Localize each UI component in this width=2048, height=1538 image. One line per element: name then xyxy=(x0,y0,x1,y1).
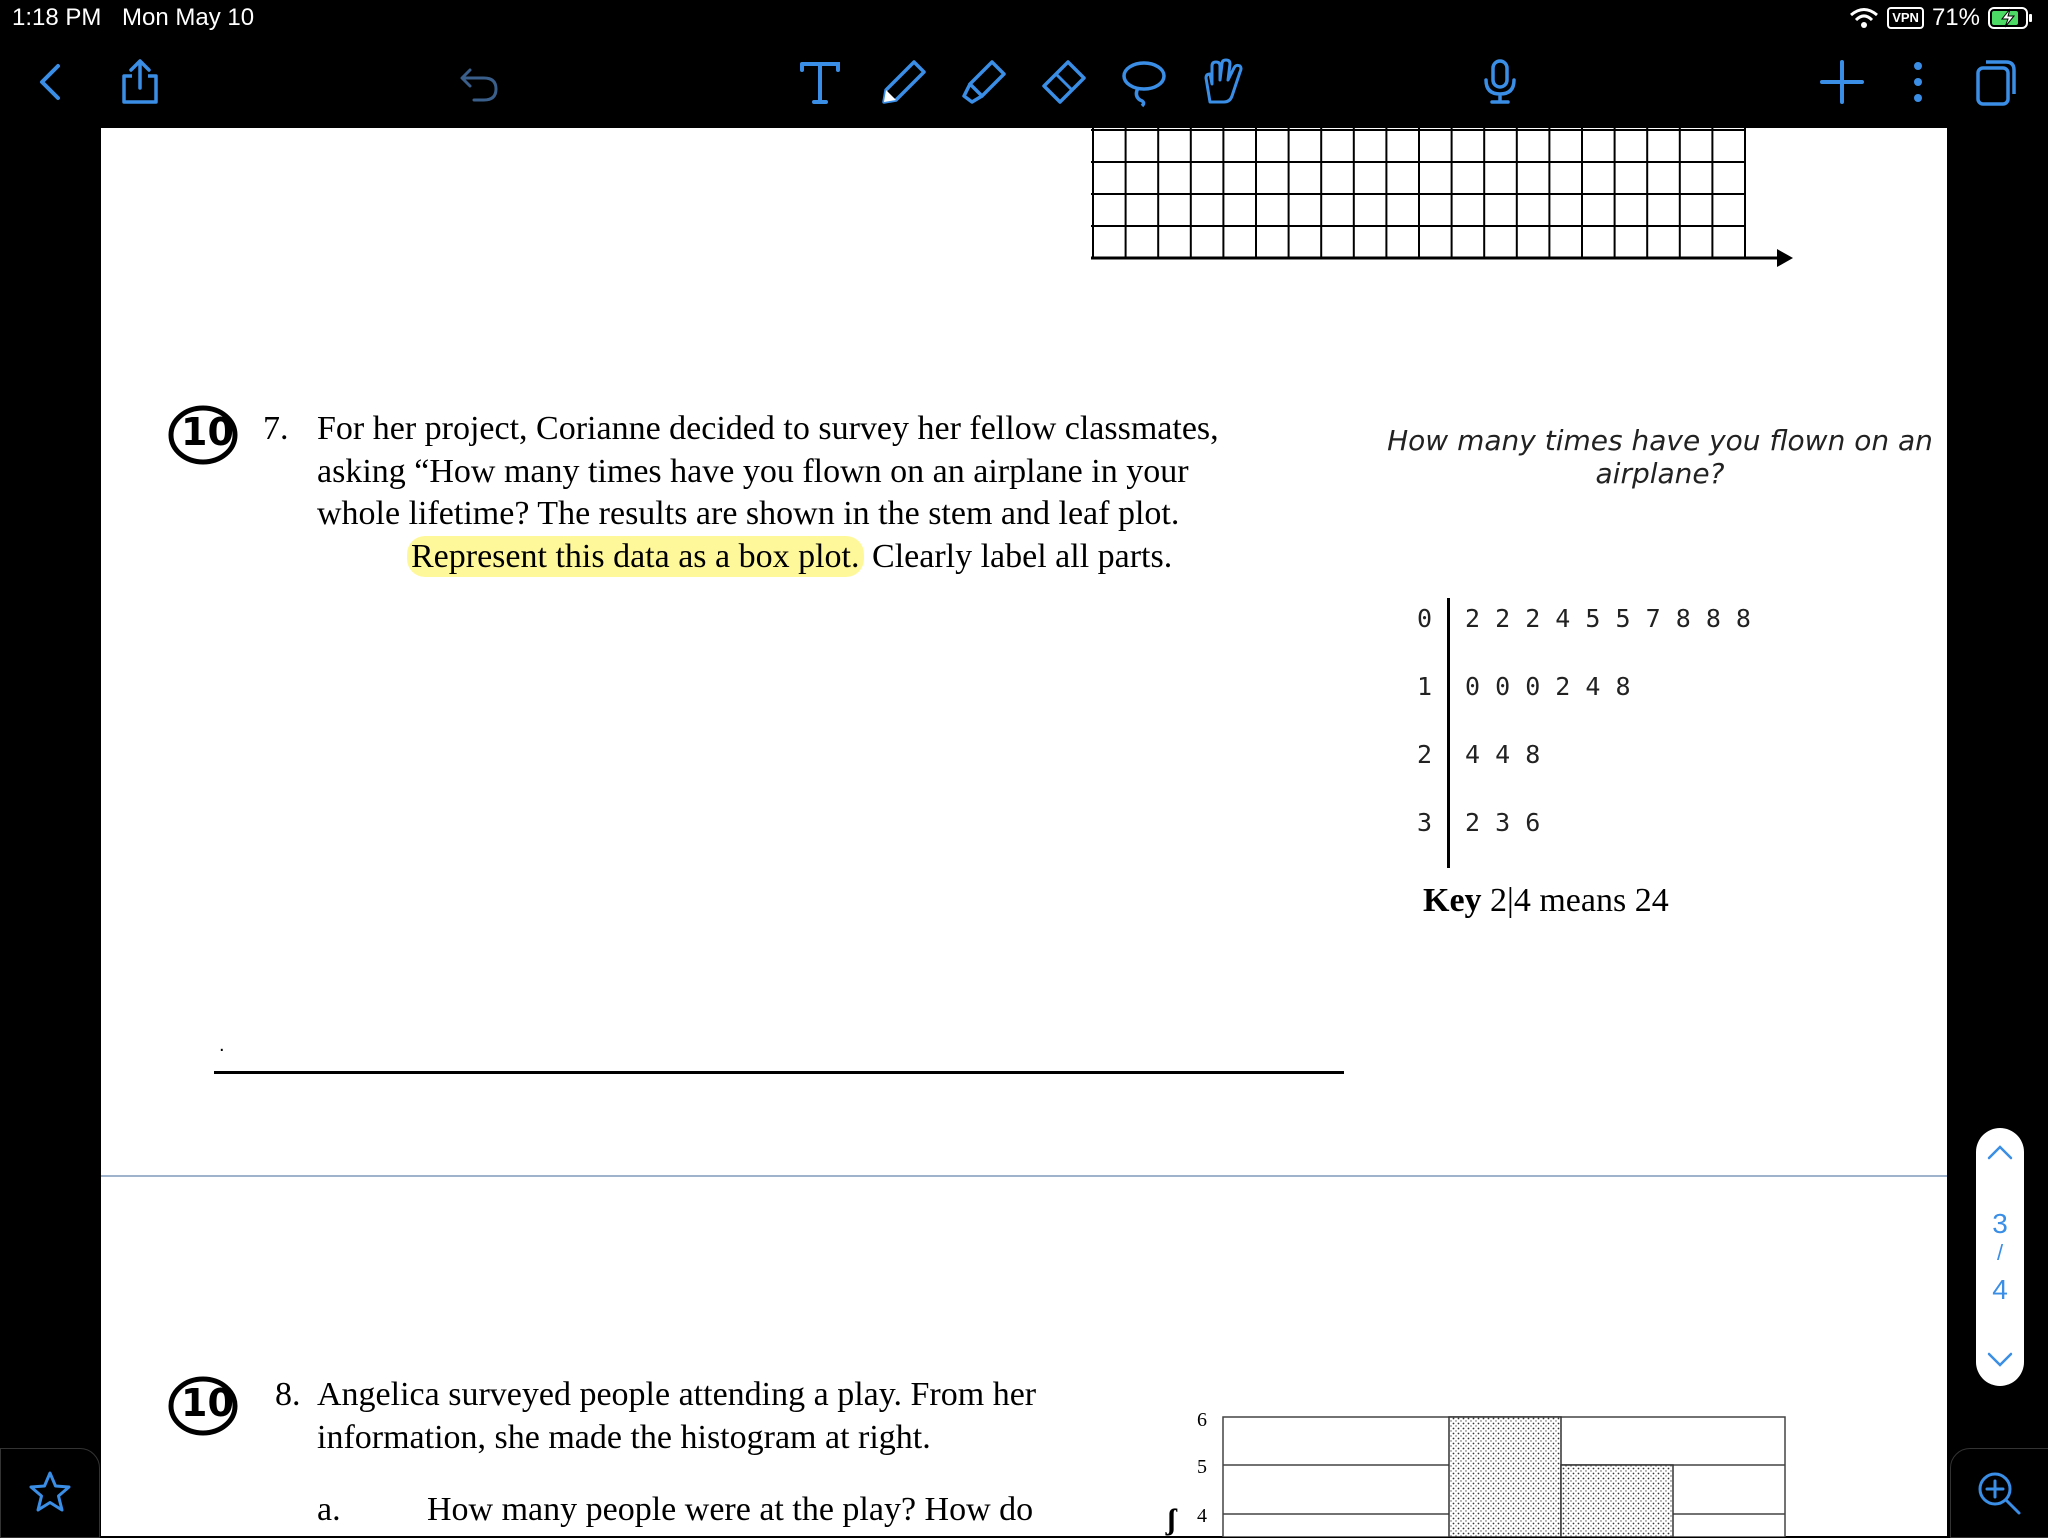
question-8-text xyxy=(317,1374,1036,1459)
pages-icon xyxy=(1968,56,2020,108)
share-button[interactable] xyxy=(110,52,170,112)
q7-line-4-rest: Clearly label all parts. xyxy=(872,537,1173,575)
microphone-icon xyxy=(1474,56,1526,108)
page-up-icon[interactable] xyxy=(1986,1142,2014,1162)
status-indicators xyxy=(1849,4,2034,32)
more-button[interactable] xyxy=(1888,52,1948,112)
y-axis-label-fragment: ʃ xyxy=(1167,1503,1177,1536)
pages-button[interactable] xyxy=(1964,52,2024,112)
leaves: 0 0 0 2 4 8 xyxy=(1465,672,1631,701)
q7-line-3: whole lifetime? The results are shown in the stem and leaf plot. xyxy=(317,495,1180,532)
document-page-4[interactable] xyxy=(101,1177,1947,1536)
hand-tool-button[interactable] xyxy=(1192,52,1252,112)
leaves: 4 4 8 xyxy=(1465,740,1541,769)
page-separator-slash: / xyxy=(1996,1240,2004,1265)
key-text: 2|4 means 24 xyxy=(1490,882,1669,919)
back-icon xyxy=(26,56,78,108)
q8-line-1: Angelica surveyed people attending a play. From her xyxy=(317,1376,1037,1413)
wifi-icon xyxy=(1849,7,1879,29)
share-icon xyxy=(114,56,166,108)
grid-graph xyxy=(1091,128,1891,273)
leaves: 2 3 6 xyxy=(1465,808,1541,837)
document-page-3[interactable] xyxy=(101,128,1947,1175)
page-down-icon[interactable] xyxy=(1986,1350,2014,1370)
score-circle-q7 xyxy=(167,404,239,471)
stem-leaf-title-line-2: airplane? xyxy=(1595,457,1725,490)
histogram xyxy=(1157,1397,1897,1537)
key-label: Key xyxy=(1423,882,1482,919)
eraser-tool-button[interactable] xyxy=(1034,52,1094,112)
y-tick-6: 6 xyxy=(1197,1409,1207,1431)
page-navigator[interactable] xyxy=(1976,1128,2024,1386)
q8-sub-label: a. xyxy=(317,1491,341,1528)
undo-icon xyxy=(454,56,506,108)
zoom-in-icon xyxy=(1975,1469,2023,1517)
score-q7: 10 xyxy=(181,410,234,454)
stem-leaf-divider xyxy=(1447,598,1450,868)
histogram-bar xyxy=(1449,1417,1561,1537)
hand-icon xyxy=(1196,56,1248,108)
stem: 2 xyxy=(1417,740,1433,769)
stem: 1 xyxy=(1417,672,1433,701)
lasso-tool-button[interactable] xyxy=(1114,52,1174,112)
vpn-badge: VPN xyxy=(1887,7,1924,29)
text-tool-button[interactable] xyxy=(790,52,850,112)
highlighter-icon xyxy=(958,56,1010,108)
battery-percent: 71% xyxy=(1931,4,1980,31)
stem: 3 xyxy=(1417,808,1433,837)
histogram-bar xyxy=(1561,1465,1673,1537)
q7-line-4 xyxy=(317,536,1467,579)
y-tick-4: 4 xyxy=(1197,1505,1207,1527)
favorite-button[interactable] xyxy=(0,1448,100,1538)
microphone-button[interactable] xyxy=(1470,52,1530,112)
q7-line-1: For her project, Corianne decided to survey her fellow classmates, xyxy=(317,410,1219,447)
q7-line-2: asking “How many times have you flown on an airplane in your xyxy=(317,452,1189,490)
stem-leaf-key xyxy=(1423,882,1669,920)
zoom-button[interactable] xyxy=(1950,1448,2048,1538)
highlighter-tool-button[interactable] xyxy=(954,52,1014,112)
pen-tool-button[interactable] xyxy=(874,52,934,112)
score-circle-q8 xyxy=(167,1375,239,1442)
highlighted-instruction: Represent this data as a box plot. xyxy=(407,536,864,577)
answer-line[interactable] xyxy=(214,1071,1344,1074)
y-tick-5: 5 xyxy=(1197,1456,1207,1478)
question-number-8: 8. xyxy=(275,1376,301,1413)
lasso-icon xyxy=(1118,56,1170,108)
current-page: 3 xyxy=(1992,1208,2008,1239)
more-icon xyxy=(1892,56,1944,108)
score-q8: 10 xyxy=(181,1381,234,1425)
battery-charging-icon xyxy=(1988,6,2034,30)
leaves: 2 2 2 4 5 5 7 8 8 8 xyxy=(1465,604,1751,633)
answer-dot: . xyxy=(219,1034,225,1056)
q8-line-2: information, she made the histogram at right. xyxy=(317,1418,931,1456)
stem-leaf-title xyxy=(1365,424,1955,490)
pen-icon xyxy=(878,56,930,108)
add-button[interactable] xyxy=(1812,52,1872,112)
question-7-text xyxy=(317,408,1467,578)
add-icon xyxy=(1816,56,1868,108)
stem: 0 xyxy=(1417,604,1433,633)
eraser-icon xyxy=(1038,56,1090,108)
total-pages: 4 xyxy=(1992,1274,2008,1305)
stem-leaf-title-line-1: How many times have you flown on an xyxy=(1387,424,1933,457)
q8-sub-text: How many people were at the play? How do xyxy=(427,1491,1034,1528)
text-tool-icon xyxy=(794,56,846,108)
undo-button[interactable] xyxy=(450,52,510,112)
star-icon xyxy=(27,1469,73,1515)
status-date: Mon May 10 xyxy=(122,4,255,31)
question-number-7: 7. xyxy=(263,410,289,447)
status-time: 1:18 PM xyxy=(12,4,102,31)
back-button[interactable] xyxy=(22,52,82,112)
